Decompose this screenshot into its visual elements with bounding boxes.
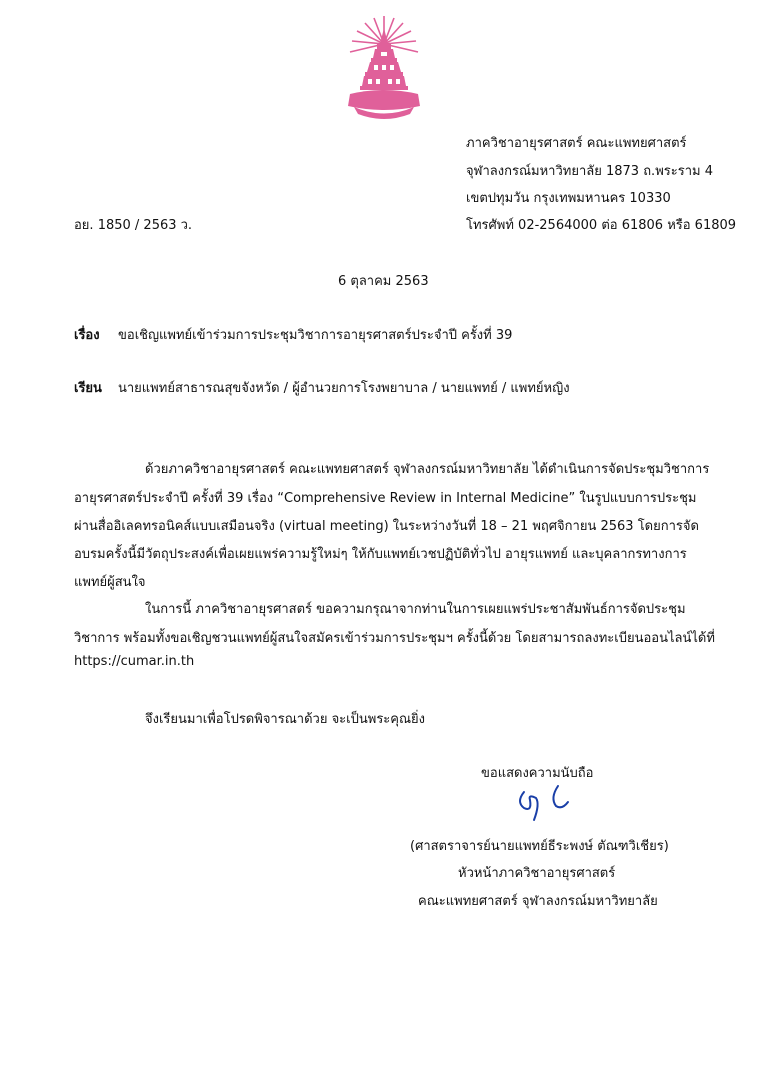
handwritten-signature-icon [510, 780, 590, 825]
body-p2-url: https://cumar.in.th [74, 654, 195, 669]
recipient-text: นายแพทย์สาธารณสุขจังหวัด / ผู้อำนวยการโรงพยาบาล / นายแพทย์ / แพทย์หญิง [118, 381, 570, 396]
address-line-1: ภาควิชาอายุรศาสตร์ คณะแพทยศาสตร์ [466, 136, 687, 151]
body-p1-line-1: ด้วยภาควิชาอายุรศาสตร์ คณะแพทยศาสตร์ จุฬาลงกรณ์มหาวิทยาลัย ได้ดำเนินการจัดประชุมวิชาการ [145, 462, 710, 477]
body-p1-line-5: แพทย์ผู้สนใจ [74, 575, 146, 590]
signatory-name: (ศาสตราจารย์นายแพทย์ธีระพงษ์ ตัณฑวิเชียร) [410, 839, 669, 854]
letter-date: 6 ตุลาคม 2563 [338, 274, 429, 289]
closing-line: จึงเรียนมาเพื่อโปรดพิจารณาด้วย จะเป็นพระคุณยิ่ง [145, 712, 426, 727]
salutation: ขอแสดงความนับถือ [481, 766, 594, 781]
address-line-3: เขตปทุมวัน กรุงเทพมหานคร 10330 [466, 191, 671, 206]
address-line-2: จุฬาลงกรณ์มหาวิทยาลัย 1873 ถ.พระราม 4 [466, 164, 713, 179]
subject-label: เรื่อง [74, 328, 100, 343]
body-p1-line-2: อายุรศาสตร์ประจำปี ครั้งที่ 39 เรื่อง “Comprehensive Review in Internal Medicine” ในรูปแบบการประชุม [74, 491, 697, 506]
reference-number: อย. 1850 / 2563 ว. [74, 218, 193, 233]
body-p1-line-3: ผ่านสื่ออิเลคทรอนิคส์แบบเสมือนจริง (virtual meeting) ในระหว่างวันที่ 18 – 21 พฤศจิกายน 2563 โดยการจัด [74, 519, 699, 534]
body-p1-line-4: อบรมครั้งนี้มีวัตถุประสงค์เพื่อเผยแพร่ความรู้ใหม่ๆ ให้กับแพทย์เวชปฏิบัติทั่วไป อายุรแพทย์ และบุคลากรทางการ [74, 547, 687, 562]
body-p2-line-1: ในการนี้ ภาควิชาอายุรศาสตร์ ขอความกรุณาจากท่านในการเผยแพร่ประชาสัมพันธ์การจัดประชุม [145, 602, 686, 617]
phone-line: โทรศัพท์ 02-2564000 ต่อ 61806 หรือ 61809 [466, 218, 737, 233]
subject-text: ขอเชิญแพทย์เข้าร่วมการประชุมวิชาการอายุรศาสตร์ประจำปี ครั้งที่ 39 [118, 328, 513, 343]
signatory-position: หัวหน้าภาควิชาอายุรศาสตร์ [458, 866, 616, 881]
signatory-organization: คณะแพทยศาสตร์ จุฬาลงกรณ์มหาวิทยาลัย [418, 894, 658, 909]
chula-emblem-icon [344, 14, 424, 124]
recipient-label: เรียน [74, 381, 102, 396]
body-p2-line-2: วิชาการ พร้อมทั้งขอเชิญชวนแพทย์ผู้สนใจสมัครเข้าร่วมการประชุมฯ ครั้งนี้ด้วย โดยสามารถลงทะเบียนออนไลน์ได้ที่ [74, 631, 715, 646]
